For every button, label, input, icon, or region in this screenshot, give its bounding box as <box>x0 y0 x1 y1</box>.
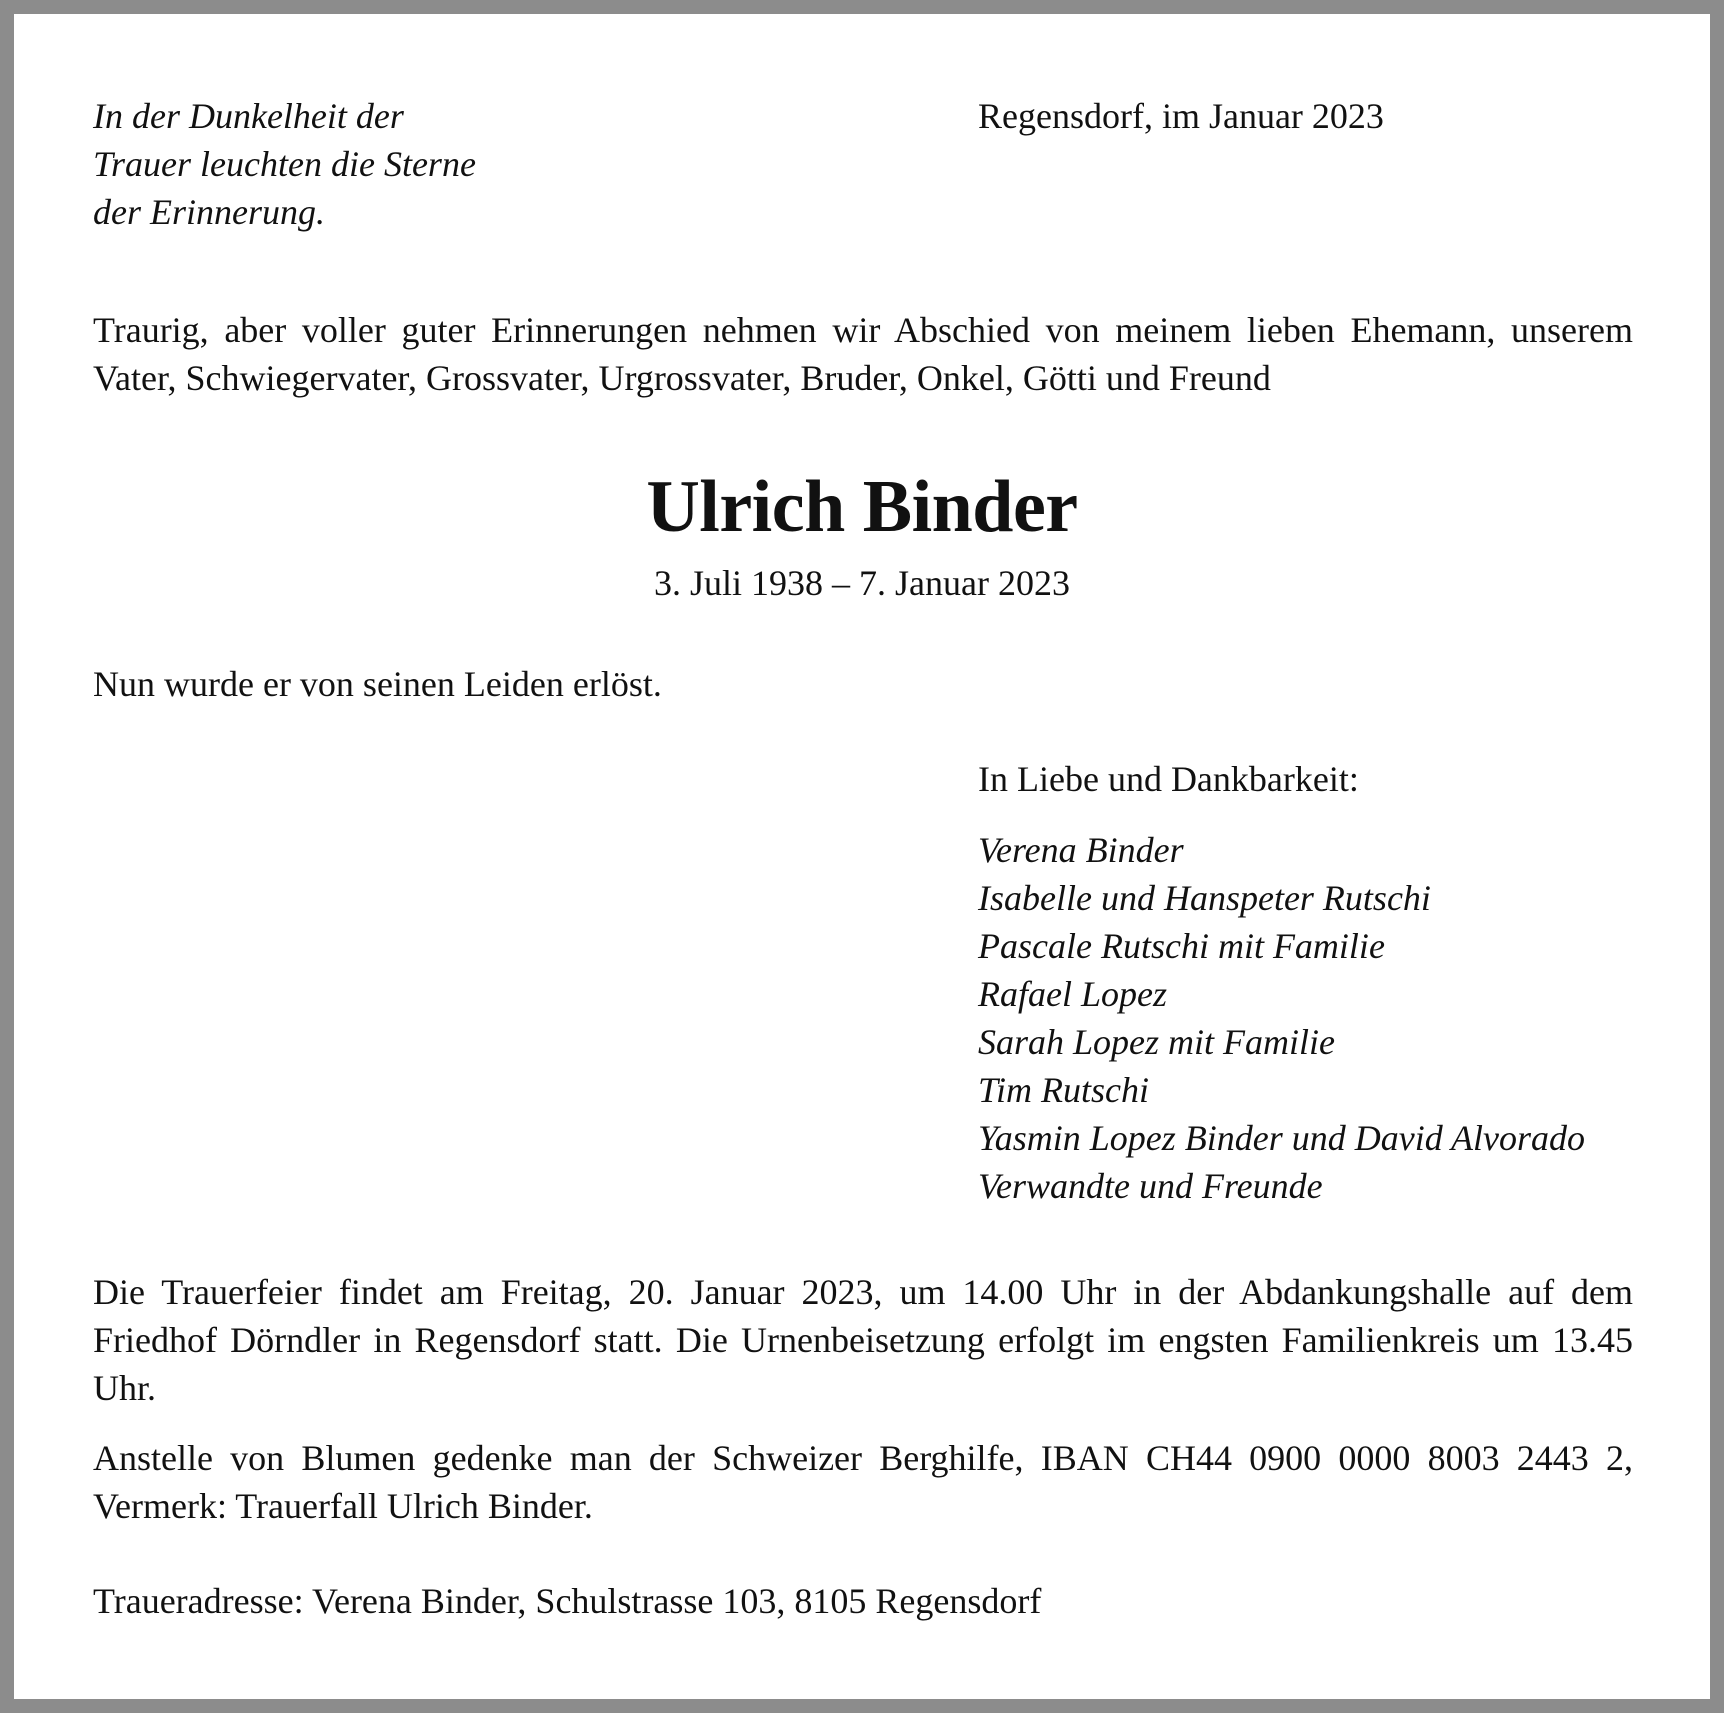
intro-paragraph: Traurig, aber voller guter Erinnerungen nehmen wir Abschied von meinem lieben Ehemann, unserem Vater, Schwiegervater, Grossvater, Urgrossvater, Bruder, Onkel, Götti und Freund <box>93 310 1633 398</box>
mourner-name: Rafael Lopez <box>978 974 1167 1014</box>
deceased-name: Ulrich Binder <box>646 466 1078 548</box>
mourner-name: Verena Binder <box>978 830 1184 870</box>
motto-line: In der Dunkelheit der <box>93 96 404 136</box>
mourner-name: Yasmin Lopez Binder und David Alvorado <box>978 1118 1586 1158</box>
mourners-list <box>978 826 1585 1210</box>
mourner-name: Tim Rutschi <box>978 1070 1150 1110</box>
place-and-date: Regensdorf, im Januar 2023 <box>978 96 1384 136</box>
mourning-address: Traueradresse: Verena Binder, Schulstrasse 103, 8105 Regensdorf <box>93 1581 1042 1621</box>
ceremony-paragraph: Die Trauerfeier findet am Freitag, 20. Januar 2023, um 14.00 Uhr in der Abdankungshalle auf dem Friedhof Dörndler in Regensdorf statt. Die Urnenbeisetzung erfolgt im engsten Familienkreis um 13.45 Uhr. <box>93 1272 1633 1408</box>
motto-quote <box>93 92 653 236</box>
obituary-notice <box>14 14 1710 1699</box>
mourner-name: Isabelle und Hanspeter Rutschi <box>978 878 1431 918</box>
motto-line: der Erinnerung. <box>93 192 325 232</box>
motto-line: Trauer leuchten die Sterne <box>93 144 476 184</box>
life-dates: 3. Juli 1938 – 7. Januar 2023 <box>654 563 1070 603</box>
relief-note: Nun wurde er von seinen Leiden erlöst. <box>93 664 662 704</box>
donation-paragraph: Anstelle von Blumen gedenke man der Schweizer Berghilfe, IBAN CH44 0900 0000 8003 2443 2, Vermerk: Trauerfall Ulrich Binder. <box>93 1438 1633 1526</box>
mourner-name: Verwandte und Freunde <box>978 1166 1323 1206</box>
mourner-name: Pascale Rutschi mit Familie <box>978 926 1385 966</box>
thanks-heading: In Liebe und Dankbarkeit: <box>978 759 1359 799</box>
mourner-name: Sarah Lopez mit Familie <box>978 1022 1335 1062</box>
